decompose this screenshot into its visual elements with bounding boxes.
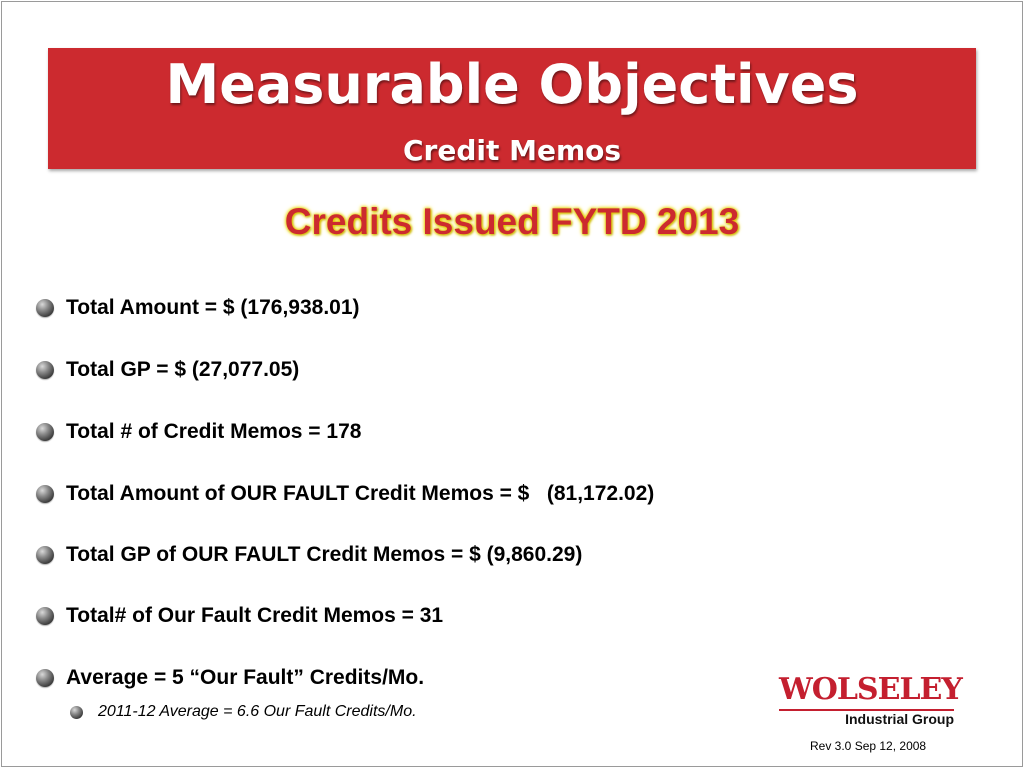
sphere-bullet-icon [36,546,54,564]
list-item [36,537,582,573]
bullet-text: Average = 5 “Our Fault” Credits/Mo. [66,666,425,689]
sphere-bullet-icon [36,299,54,317]
section-heading: Credits Issued FYTD 2013 [284,201,740,242]
slide-subtitle: Credit Memos [402,134,622,167]
list-item [36,352,299,388]
bullet-text: Total Amount of OUR FAULT Credit Memos = $ (81,172.02) [66,482,655,505]
logo-wordmark: WOLSELEY [779,672,962,707]
sphere-bullet-icon [36,485,54,503]
bullet-text: Total GP = $ (27,077.05) [66,358,300,381]
bullet-text: Total# of Our Fault Credit Memos = 31 [66,604,444,627]
sphere-bullet-icon [70,706,83,719]
sub-list-item [70,700,417,724]
list-item [36,598,443,634]
list-item [36,290,360,326]
wolseley-logo [779,672,962,732]
list-item [36,476,654,512]
sub-bullet-text: 2011-12 Average = 6.6 Our Fault Credits/Mo. [98,703,417,720]
bullet-text: Total # of Credit Memos = 178 [66,420,362,443]
sphere-bullet-icon [36,607,54,625]
sphere-bullet-icon [36,361,54,379]
sphere-bullet-icon [36,423,54,441]
list-item [36,660,424,696]
bullet-text: Total GP of OUR FAULT Credit Memos = $ (9,860.29) [66,543,583,566]
logo-tagline: Industrial Group [845,711,954,727]
bullet-text: Total Amount = $ (176,938.01) [66,296,360,319]
list-item [36,414,361,450]
revision-note: Rev 3.0 Sep 12, 2008 [810,739,927,753]
sphere-bullet-icon [36,669,54,687]
slide-title: Measurable Objectives [165,53,859,116]
